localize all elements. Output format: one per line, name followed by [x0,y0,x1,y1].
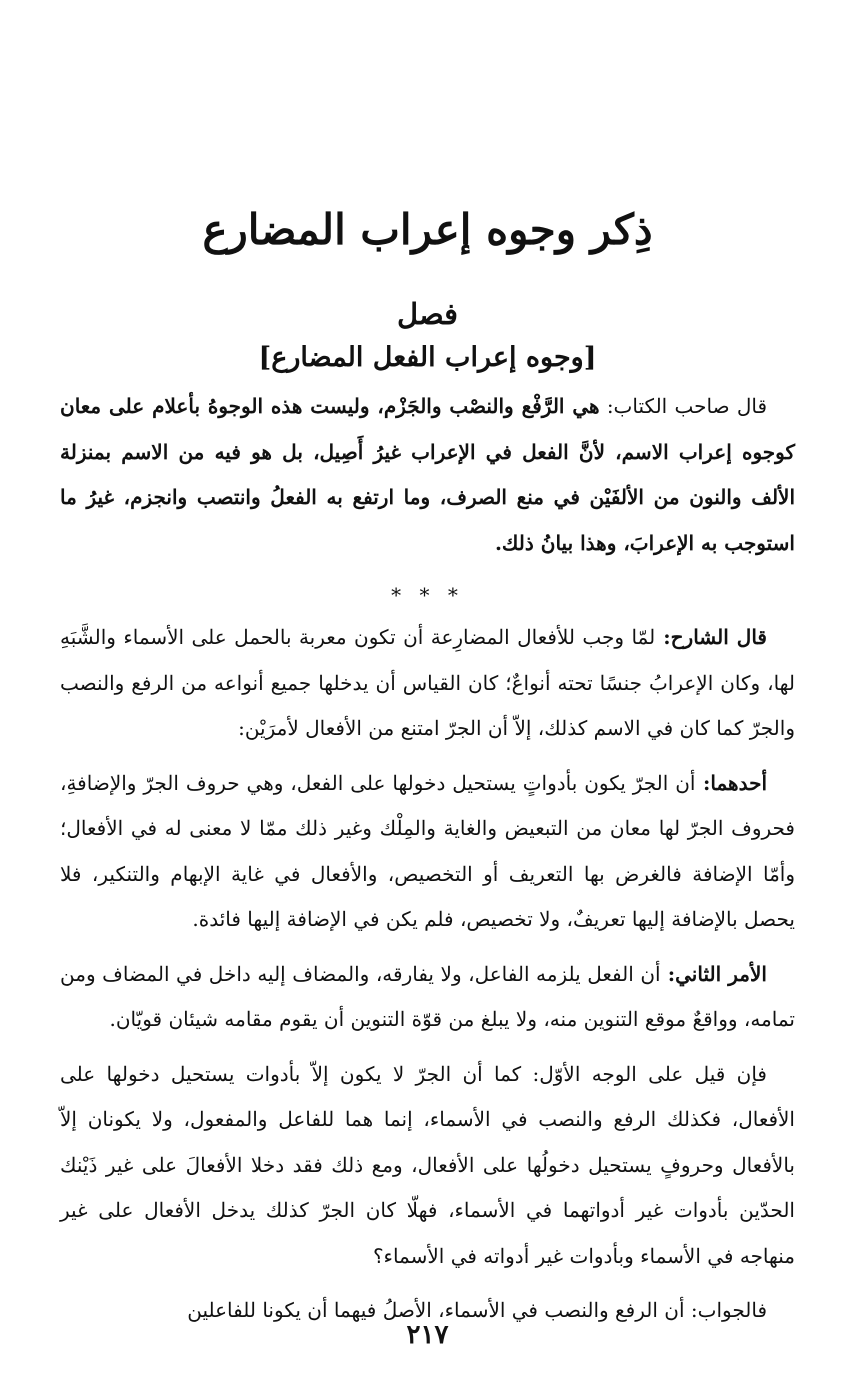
chapter-title: ذِكر وجوه إعراب المضارع [202,205,653,254]
answer-text: فالجواب: أن الرفع والنصب في الأسماء، الأصلُ فيهما أن يكونا للفاعلين [187,1298,767,1322]
second-reason-paragraph [60,952,795,1043]
first-reason-paragraph [60,761,795,943]
first-reason-text: أن الجرّ يكون بأدواتٍ يستحيل دخولها على الفعل، وهي حروف الجرّ والإضافةِ، فحروف الجرّ لها معان من التبعيض والغاية والمِلْك وغير ذلك ممّا لا معنى له في الأفعال؛ وأمّا الإضافة فالغرض بها التعريف أو التخصيص، والأفعال في غاية الإبهام والتنكير، فلا يحصل بالإضافة إليها تعريفٌ، ولا تخصيص، فلم يكن في الإضافة إليها فائدة. [60,770,795,931]
matn-intro: قال صاحب الكتاب: [599,394,767,418]
section-heading [0,292,855,380]
objection-text: فإن قيل على الوجه الأوّل: كما أن الجرّ لا يكون إلاّ بأدوات يستحيل دخولها على الأفعال، فكذلك الرفع والنصب في الأسماء، إنما هما للفاعل والمفعول، ولا يكونان إلاّ بالأفعال وحروفٍ يستحيل دخولُها على الأفعال، ومع ذلك فقد دخلا الأفعالَ على غير ذَيْنك الحدّين بأدوات غير أدواتهما في الأسماء، فهلّا كان الجرّ كذلك يدخل الأفعال على غير منهاجه في الأسماء وبأدوات غير أدواته في الأسماء؟ [60,1061,795,1268]
body-text [60,384,795,1343]
section-subtitle: [وجوه إعراب الفعل المضارع] [258,342,597,373]
second-reason-text: أن الفعل يلزمه الفاعل، ولا يفارقه، والمضاف إليه داخل في المضاف ومن تمامه، وواقعٌ موقع التنوين منه، ولا يبلغ من قوّة التنوين أن يقوم مقامه شيئان قويّان. [60,961,795,1031]
matn-text: هي الرَّفْع والنصْب والجَزْم، وليست هذه الوجوهُ بأعلام على معان كوجوه إعراب الاسم، لأنَّ الفعل في الإعراب غيرُ أَصِيل، بل هو فيه من الاسم بمنزلة الألف والنون من الألفَيْن في منع الصرف، وما ارتفع به الفعلُ وانتصب وانجزم، غيرُ ما استوجب به الإعرابَ، وهذا بيانُ ذلك. [60,394,795,555]
objection-paragraph [60,1052,795,1280]
separator-stars: * * * [391,583,464,607]
page-number: ٢١٧ [406,1320,449,1350]
commentary-paragraph [60,615,795,752]
second-reason-label: الأمر الثاني: [660,961,767,986]
matn-paragraph [60,384,795,566]
section-label: فصل [397,297,458,331]
commentary-label: قال الشارح: [655,625,767,649]
commentary-text: لمّا وجب للأفعال المضارِعة أن تكون معربة بالحمل على الأسماء والشَّبَهِ لها، وكان الإعرابُ جنسًا تحته أنواعٌ؛ كان القياس أن يدخلها جميع أنواعه من الرفع والنصب والجرّ كما كان في الاسم كذلك، إلاّ أن الجرّ امتنع من الأفعال لأمرَيْن: [60,625,795,740]
first-reason-label: أحدهما: [695,770,767,795]
